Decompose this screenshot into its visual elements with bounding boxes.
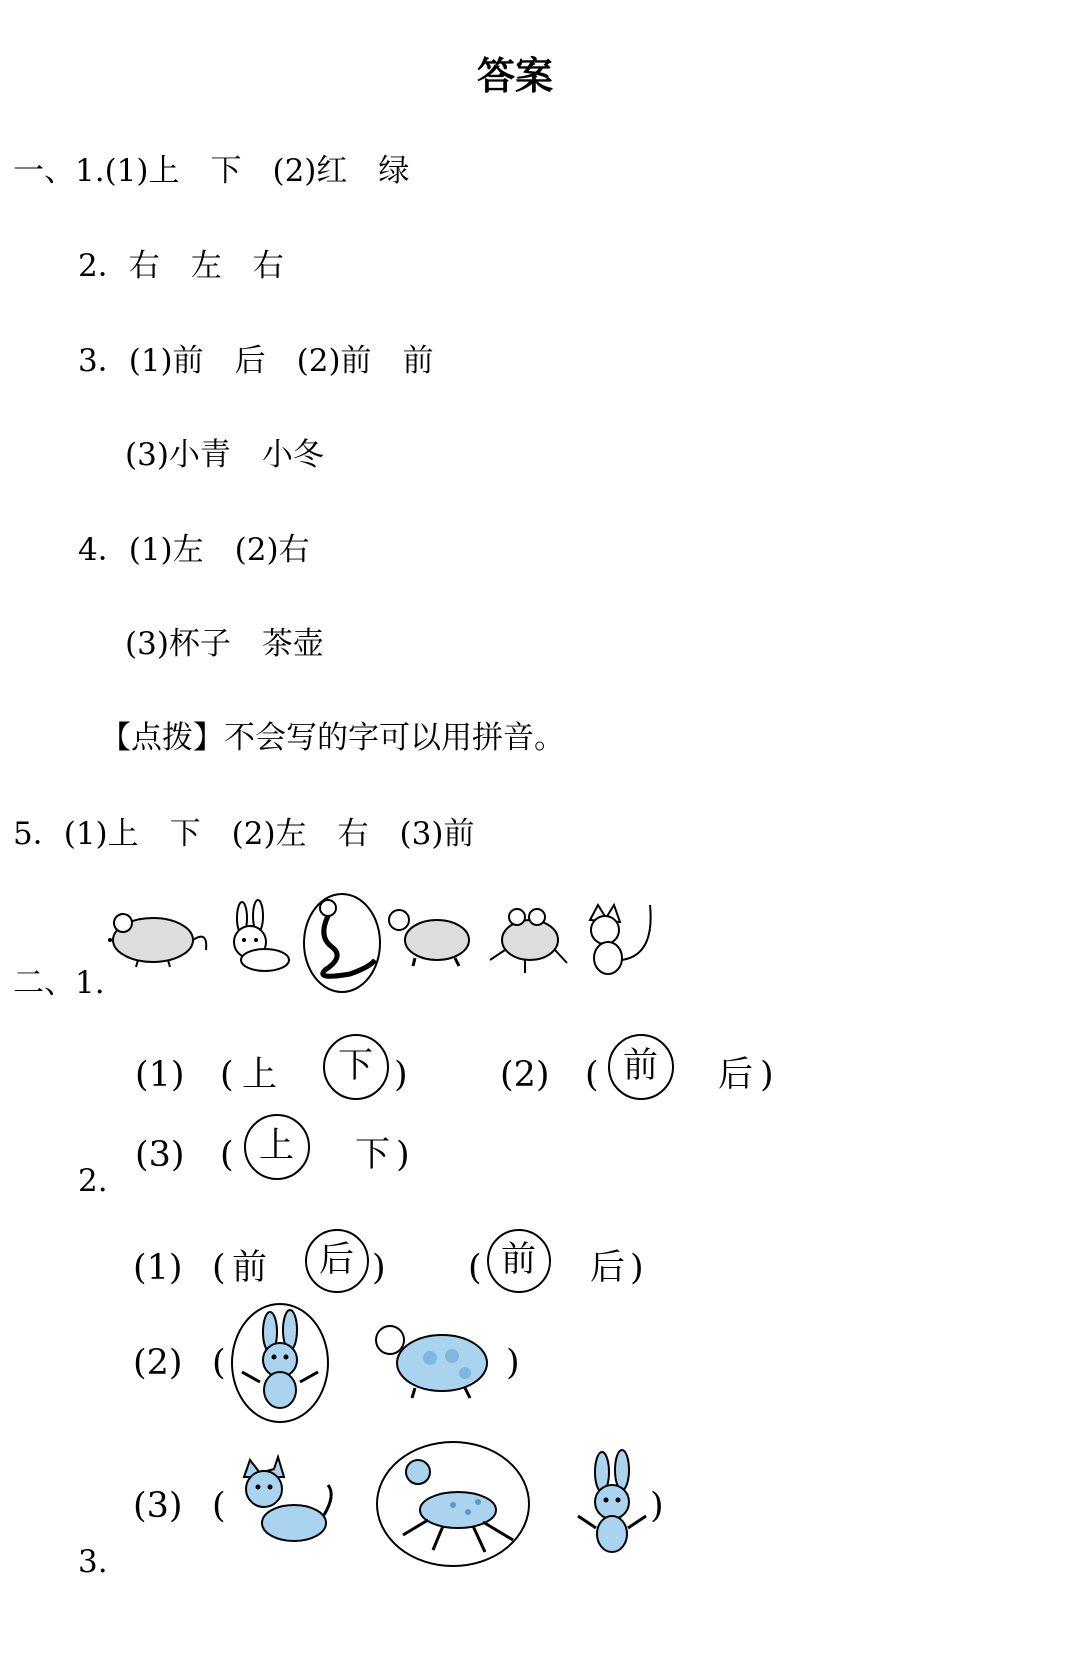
turtle-icon	[370, 1318, 495, 1403]
answer-1-1: 一、1.(1)上 下 (2)红 绿	[13, 153, 410, 189]
q2-row2-num: (3)	[135, 1135, 185, 1175]
frog-icon	[485, 905, 570, 975]
rabbit-icon	[210, 900, 295, 975]
answer-1-4a: 4．(1)左 (2)右	[78, 532, 310, 568]
q2-row1-option-c: 前	[623, 1046, 659, 1086]
rabbit-icon	[570, 1450, 652, 1565]
mouse-icon	[98, 905, 208, 970]
q3-row1-open2: (	[468, 1248, 482, 1288]
section2-q2-label: 2.	[78, 1163, 108, 1199]
answer-1-5: 5．(1)上 下 (2)左 右 (3)前	[13, 816, 475, 852]
q3-row1-option-a: 前	[232, 1248, 268, 1288]
q3-row3-num: (3)	[133, 1486, 183, 1526]
page-title: 答案	[476, 54, 553, 98]
q3-row2-num: (2)	[133, 1343, 183, 1383]
answer-1-4b: (3)杯子 茶壶	[125, 626, 324, 662]
q2-row1-open2: (	[585, 1055, 599, 1095]
q2-row1-open: (	[220, 1055, 234, 1095]
q2-row1-close2: )	[760, 1055, 774, 1095]
section2-q1-label: 二、1.	[13, 965, 105, 1001]
answer-1-3a: 3．(1)前 后 (2)前 前	[78, 343, 434, 379]
turtle-icon	[385, 908, 475, 968]
section2-q3-label: 3.	[78, 1544, 108, 1580]
q2-row1-option-d: 后	[718, 1055, 754, 1095]
cat-icon	[232, 1455, 337, 1555]
q3-row1-close: )	[372, 1248, 386, 1288]
deer-icon	[373, 1440, 533, 1568]
q3-row3-close: )	[650, 1486, 664, 1526]
tip-note: 【点拨】不会写的字可以用拼音。	[100, 720, 565, 756]
fox-icon	[580, 900, 660, 978]
q2-row2-close: )	[396, 1135, 410, 1175]
q3-row1-option-b: 后	[319, 1240, 355, 1280]
q3-row3-open: (	[212, 1486, 226, 1526]
q2-row1-num: (1)	[135, 1055, 185, 1095]
q3-row1-open: (	[212, 1248, 226, 1288]
q2-row1-option-a: 上	[242, 1055, 278, 1095]
rabbit-icon	[230, 1302, 330, 1424]
q3-row1-option-d: 后	[590, 1248, 626, 1288]
q2-row1-option-b: 下	[338, 1046, 374, 1086]
q3-row1-close2: )	[630, 1248, 644, 1288]
q2-row2-open: (	[220, 1135, 234, 1175]
q3-row2-close: )	[506, 1343, 520, 1383]
q2-row1-close: )	[394, 1055, 408, 1095]
answer-1-2: 2．右 左 右	[78, 248, 284, 284]
snake-icon	[300, 892, 385, 994]
q3-row1-option-c: 前	[501, 1240, 537, 1280]
q3-row2-open: (	[212, 1343, 226, 1383]
q2-row2-option-a: 上	[259, 1126, 295, 1166]
q2-row2-option-b: 下	[355, 1135, 391, 1175]
answer-1-3b: (3)小青 小冬	[125, 437, 324, 473]
q2-row1-num2: (2)	[500, 1055, 550, 1095]
q3-row1-num: (1)	[133, 1248, 183, 1288]
